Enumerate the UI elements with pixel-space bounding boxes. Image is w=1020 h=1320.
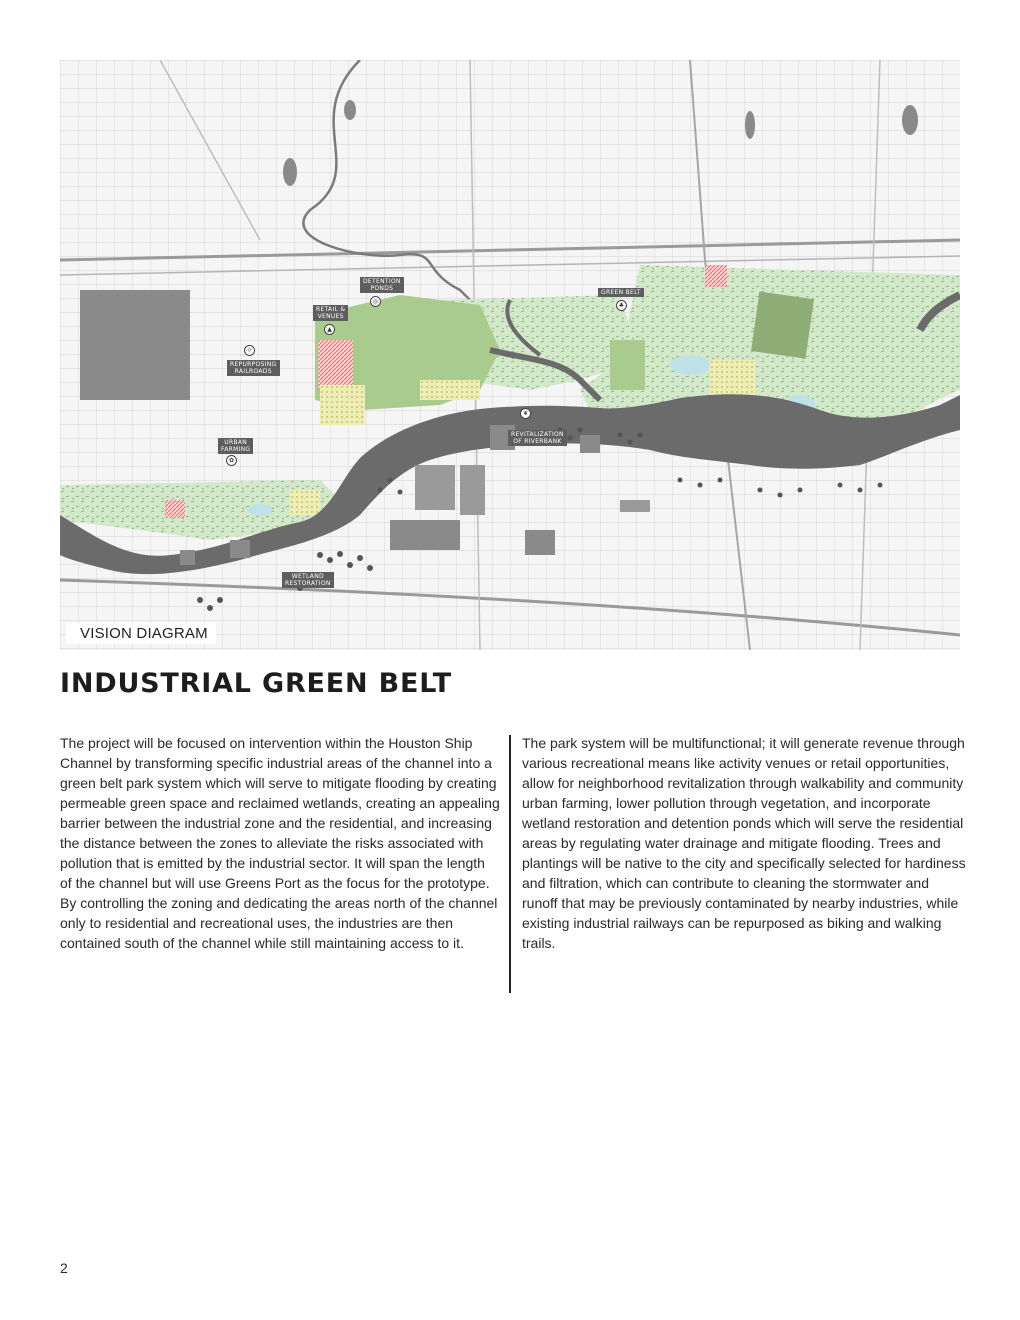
label-repurposing-railroads: REPURPOSING RAILROADS — [227, 360, 280, 376]
railroads-marker-icon: ☼ — [244, 345, 255, 356]
label-wetland-restoration: WETLAND RESTORATION — [282, 572, 334, 588]
label-detention-ponds: DETENTION PONDS — [360, 277, 404, 293]
vision-diagram-map — [60, 60, 960, 650]
page-heading: INDUSTRIAL GREEN BELT — [60, 668, 452, 699]
map-caption: VISION DIAGRAM — [66, 623, 216, 644]
body-paragraph-right: The park system will be multifunctional; it will generate revenue through various recreational means like activity venues or retail opportunities, allow for neighborhood revitalization through walkability and community urban farming, lower pollution through vegetation, and incorporate wetland restoration and detention ponds which will serve the residential areas by regulating water drainage and mitigate flooding. Trees and plantings will be native to the city and specifically selected for hardiness and filtration, which can contribute to cleaning the stormwater and runoff that may be previously contaminated by nearby industries, while existing industrial railways can be repurposed as biking and walking trails. — [522, 735, 966, 951]
urban-farming-marker-icon: ✿ — [226, 455, 237, 466]
label-urban-farming: URBAN FARMING — [218, 438, 253, 454]
detention-ponds-marker-icon: ◎ — [370, 296, 381, 307]
label-green-belt: GREEN BELT — [598, 288, 644, 297]
green-belt-marker-icon: ♣ — [616, 300, 627, 311]
map-graphic — [60, 60, 960, 650]
page-number: 2 — [60, 1260, 68, 1276]
label-retail-venues: RETAIL & VENUES — [313, 305, 348, 321]
riverbank-marker-icon: ❦ — [520, 408, 531, 419]
column-divider — [509, 735, 511, 993]
label-revitalization-riverbank: REVITALIZATION OF RIVERBANK — [508, 430, 567, 446]
body-paragraph-left: The project will be focused on intervention within the Houston Ship Channel by transforming specific industrial areas of the channel into a green belt park system which will serve to mitigate flooding by creating permeable green space and reclaimed wetlands, creating an appealing barrier between the industrial zone and the residential, and increasing the distance between the zones to alleviate the risks associated with pollution that is emitted by the industrial sector. It will span the length of the channel but will use Greens Port as the focus for the prototype. By controlling the zoning and dedicating the areas north of the channel only to residential and recreational uses, the industries are then contained south of the channel while still maintaining access to it. — [60, 735, 500, 951]
retail-venues-marker-icon: ▲ — [324, 324, 335, 335]
